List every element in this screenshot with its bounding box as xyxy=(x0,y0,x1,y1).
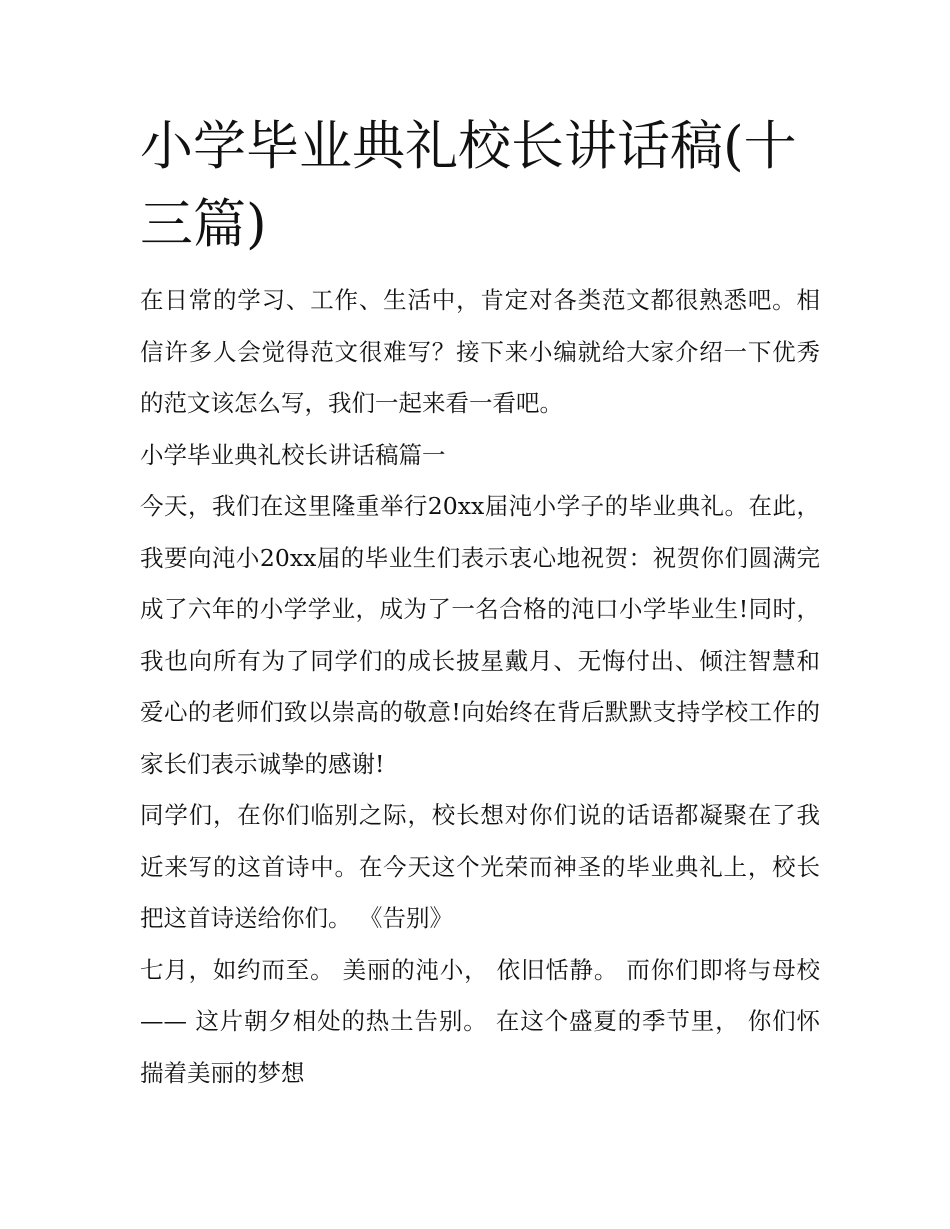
section-heading: 小学毕业典礼校长讲话稿篇一 xyxy=(140,440,446,469)
body-paragraph: 七月，如约而至。 美丽的沌小， 依旧恬静。 而你们即将与母校—— 这片朝夕相处的热土告别。 在这个盛夏的季节里， 你们怀揣着美丽的梦想 xyxy=(140,955,820,1087)
intro-paragraph: 在日常的学习、工作、生活中，肯定对各类范文都很熟悉吧。相信许多人会觉得范文很难写？接下来小编就给大家介绍一下优秀的范文该怎么写，我们一起来看一看吧。 xyxy=(140,286,820,417)
document-title: 小学毕业典礼校长讲话稿(十三篇) xyxy=(140,116,797,255)
document-body xyxy=(140,275,820,1099)
body-paragraph: 今天，我们在这里隆重举行20xx届沌小学子的毕业典礼。在此，我要向沌小20xx届的毕业生们表示衷心地祝贺：祝贺你们圆满完成了六年的小学学业，成为了一名合格的沌口小学毕业生!同时，我也向所有为了同学们的成长披星戴月、无悔付出、倾注智慧和爱心的老师们致以崇高的敬意!向始终在背后默默支持学校工作的家长们表示诚挚的感谢! xyxy=(140,492,820,778)
body-paragraph: 同学们，在你们临别之际，校长想对你们说的话语都凝聚在了我近来写的这首诗中。在今天这个光荣而神圣的毕业典礼上，校长把这首诗送给你们。 《告别》 xyxy=(140,801,820,932)
